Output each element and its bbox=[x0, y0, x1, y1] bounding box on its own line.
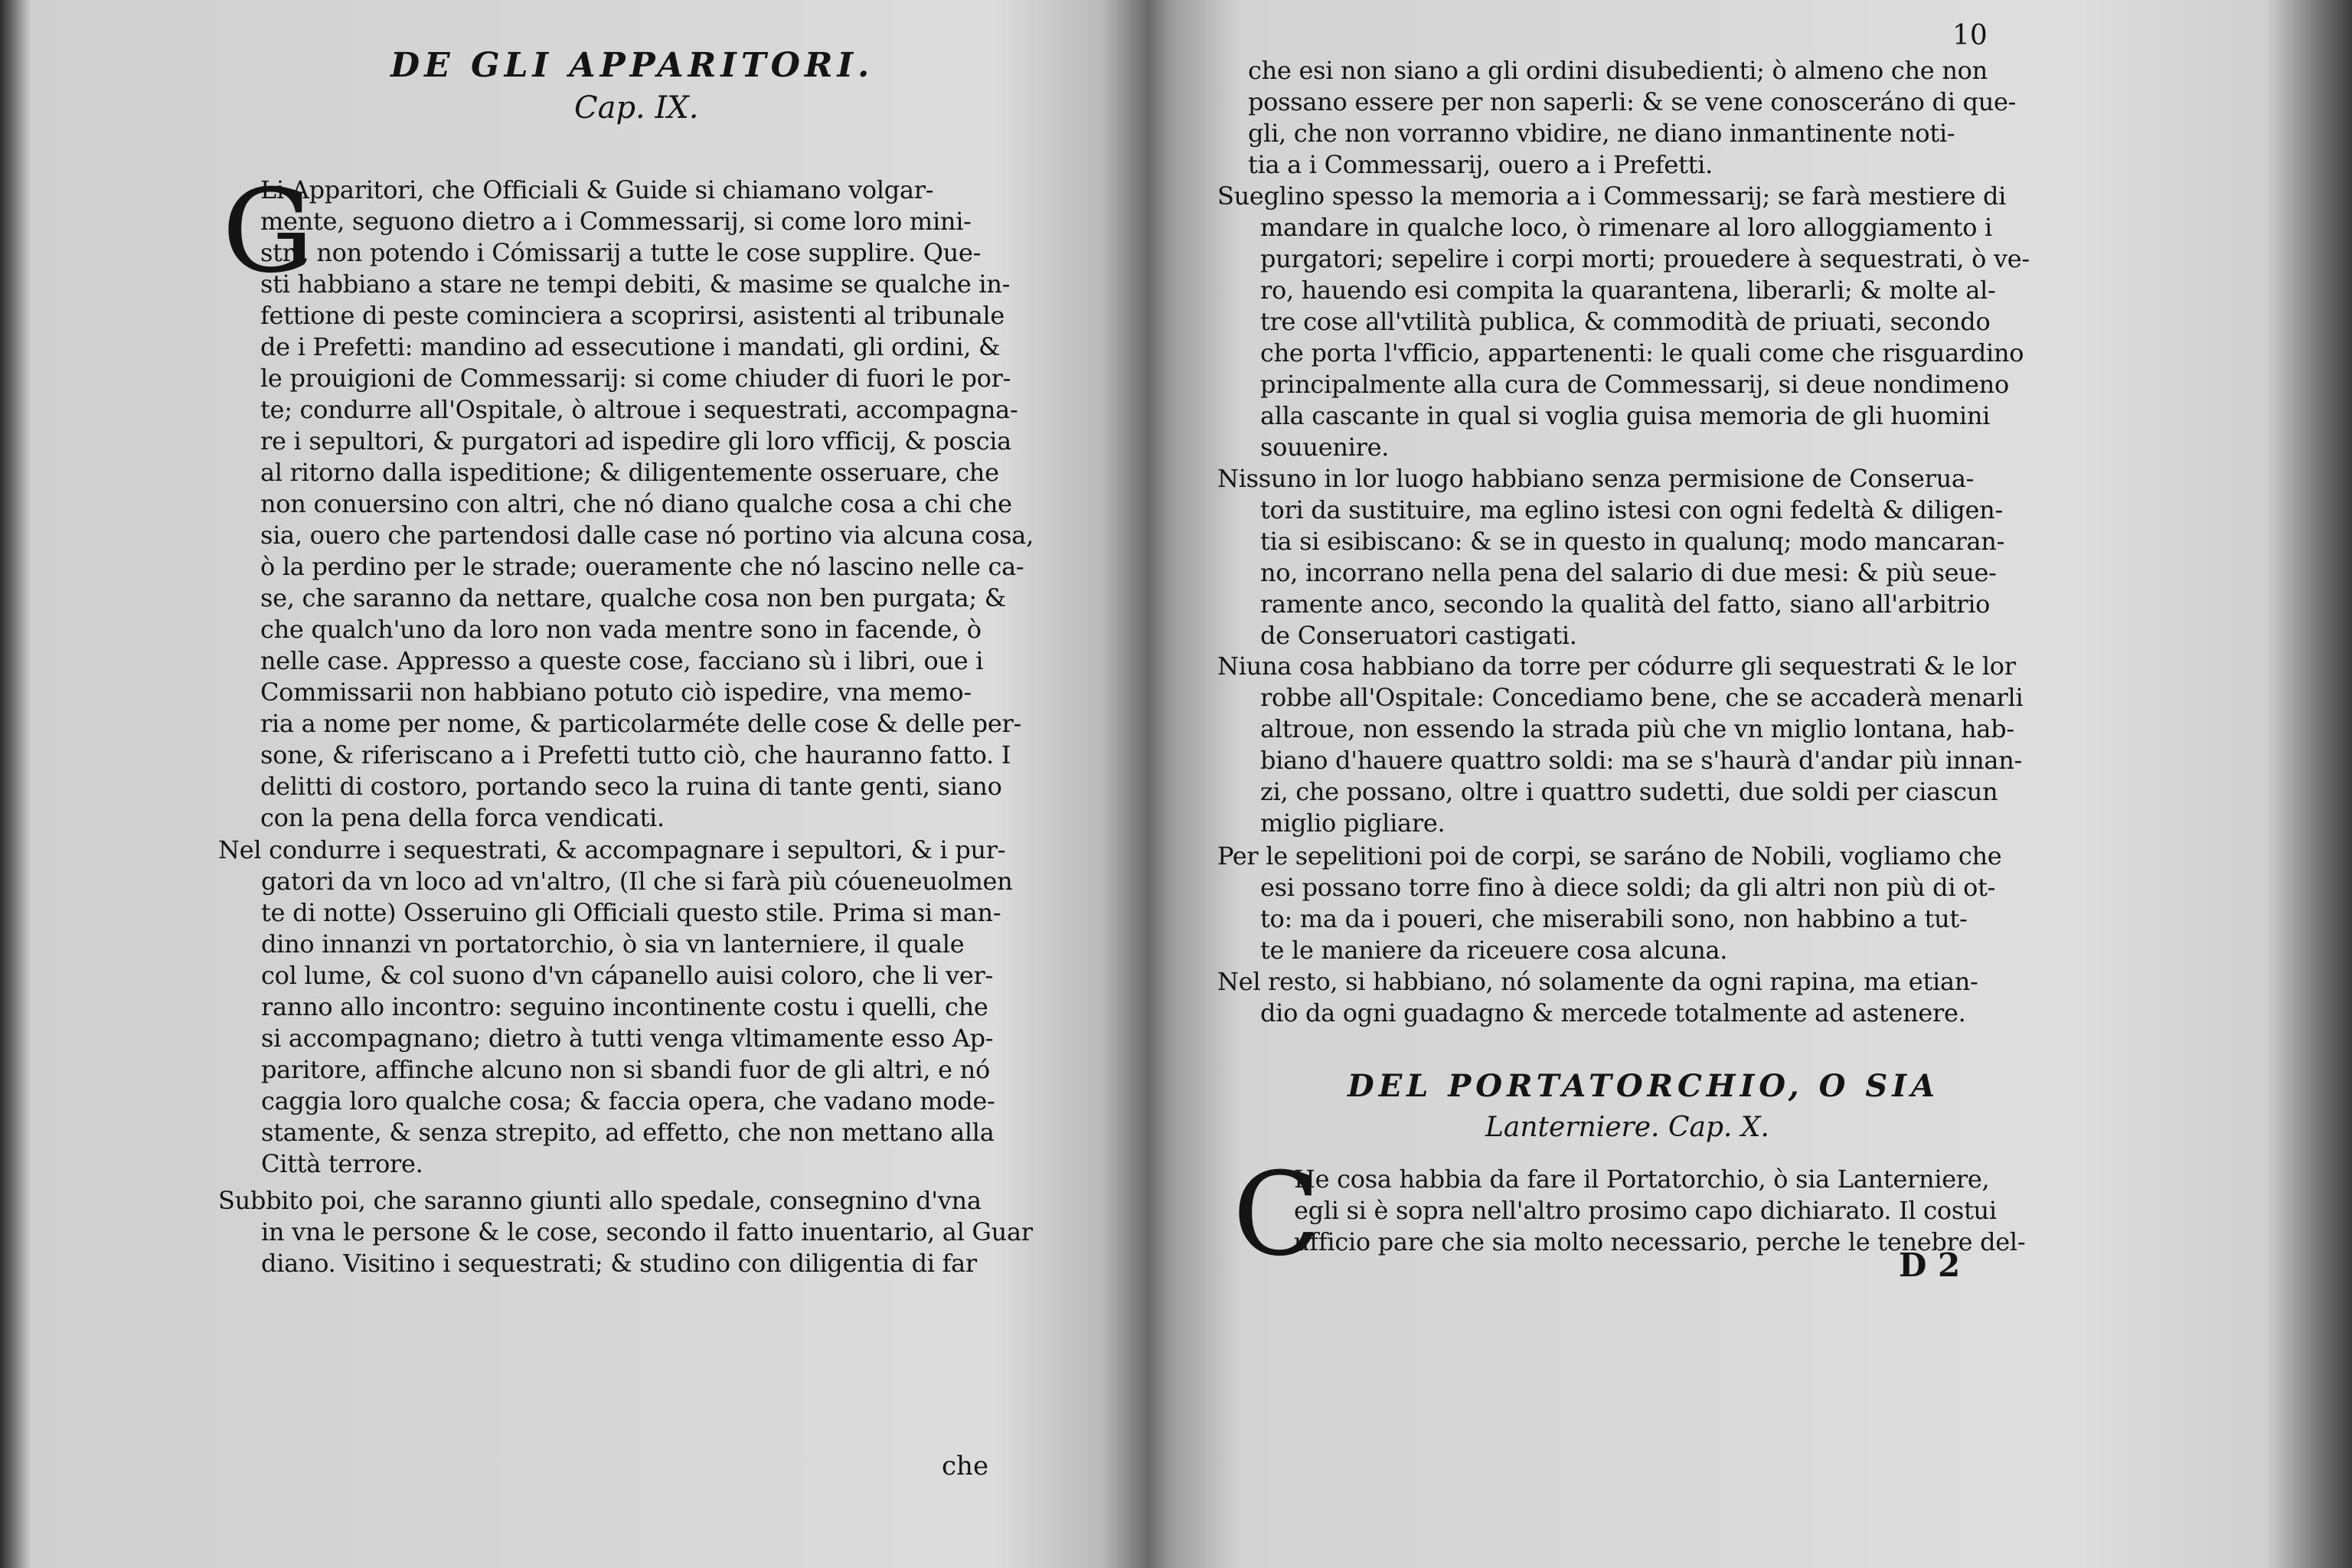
text-line: dino innanzi vn portatorchio, ò sia vn lanterniere, il quale bbox=[261, 929, 965, 959]
text-line: zi, che possano, oltre i quattro sudetti, due soldi per ciascun bbox=[1260, 777, 1998, 806]
chapter-heading: DE GLI APPARITORI. bbox=[390, 46, 874, 85]
paragraph-5 bbox=[1217, 841, 2001, 966]
text-line: dio da ogni guadagno & mercede totalmente ad astenere. bbox=[1260, 998, 1966, 1027]
text-line: He cosa habbia da fare il Portatorchio, ò sia Lanterniere, bbox=[1294, 1165, 1990, 1194]
chapter-heading: DEL PORTATORCHIO, O SIA bbox=[1348, 1068, 1940, 1104]
text-line: si accompagnano; dietro à tutti venga vltimamente esso Ap- bbox=[261, 1024, 994, 1053]
text-line: miglio pigliare. bbox=[1260, 808, 1446, 838]
text-line: col lume, & col suono d'vn cápanello auisi coloro, che li ver- bbox=[261, 961, 993, 990]
text-line: de i Prefetti: mandino ad essecutione i mandati, gli ordini, & bbox=[260, 332, 1001, 361]
chapter-subheading: Cap. IX. bbox=[574, 90, 699, 126]
text-line: altroue, non essendo la strada più che vn miglio lontana, hab- bbox=[1260, 714, 2014, 743]
text-line: purgatori; sepelire i corpi morti; prouedere à sequestrati, ò ve- bbox=[1260, 244, 2030, 273]
text-line: paritore, affinche alcuno non si sbandi fuor de gli altri, e nó bbox=[261, 1055, 990, 1084]
text-line: biano d'hauere quattro soldi: ma se s'haurà d'andar più innan- bbox=[1260, 746, 2023, 775]
text-line: ò la perdino per le strade; oueramente che nó lascino nelle ca- bbox=[260, 552, 1024, 581]
paragraph-lines bbox=[1248, 55, 2016, 181]
paragraph-4 bbox=[1217, 651, 2023, 839]
text-line: esi possano torre fino à diece soldi; da gli altri non più di ot- bbox=[1260, 873, 1996, 902]
text-line: non conuersino con altri, che nó diano qualche cosa a chi che bbox=[260, 489, 1012, 518]
text-line: in vna le persone & le cose, secondo il fatto inuentario, al Guar bbox=[261, 1217, 1033, 1246]
paragraph-lines bbox=[260, 175, 1034, 834]
text-line: diano. Visitino i sequestrati; & studino con diligentia di far bbox=[261, 1249, 977, 1278]
paragraph-7 bbox=[1294, 1164, 2025, 1258]
text-line: Li Apparitori, che Officiali & Guide si chiamano volgar- bbox=[260, 175, 934, 204]
text-line: Nel condurre i sequestrati, & accompagnare i sepultori, & i pur- bbox=[218, 835, 1006, 864]
text-line: tia si esibiscano: & se in questo in qualunq; modo mancaran- bbox=[1260, 527, 2005, 556]
text-line: re i sepultori, & purgatori ad ispedire gli loro vfficij, & poscia bbox=[260, 426, 1011, 456]
text-line: Commissarii non habbiano potuto ciò ispedire, vna memo- bbox=[260, 678, 972, 707]
text-line: Per le sepelitioni poi de corpi, se saráno de Nobili, vogliamo che bbox=[1217, 841, 2002, 871]
text-line: che qualch'uno da loro non vada mentre sono in facende, ò bbox=[260, 615, 982, 644]
paragraph-2 bbox=[1217, 181, 2030, 463]
paragraph-lines bbox=[1217, 463, 2004, 652]
paragraph-lines bbox=[1217, 841, 2001, 966]
text-line: egli si è sopra nell'altro prosimo capo dichiarato. Il costui bbox=[1294, 1196, 1997, 1225]
paragraph-3 bbox=[218, 1185, 1033, 1279]
text-line: Sueglino spesso la memoria a i Commessarij; se farà mestiere di bbox=[1217, 181, 2007, 211]
text-line: robbe all'Ospitale: Concediamo bene, che se accaderà menarli bbox=[1260, 683, 2024, 712]
text-line: sia, ouero che partendosi dalle case nó portino via alcuna cosa, bbox=[260, 521, 1034, 550]
signature-mark: D 2 bbox=[1899, 1246, 1961, 1284]
text-line: delitti di costoro, portando seco la ruina di tante genti, siano bbox=[260, 772, 1002, 801]
text-line: ranno allo incontro: seguino incontinente costu i quelli, che bbox=[261, 992, 988, 1021]
text-line: gatori da vn loco ad vn'altro, (Il che si farà più cóueneuolmen bbox=[261, 867, 1013, 896]
text-line: fettione di peste cominciera a scoprirsi, asistenti al tribunale bbox=[260, 301, 1005, 330]
text-line: caggia loro qualche cosa; & faccia opera, che vadano mode- bbox=[261, 1086, 995, 1116]
paragraph-2 bbox=[218, 835, 1013, 1180]
text-line: alla cascante in qual si voglia guisa memoria de gli huomini bbox=[1260, 401, 1991, 430]
paragraph-lines bbox=[218, 1185, 1033, 1279]
text-line: tori da sustituire, ma eglino istesi con ogni fedeltà & diligen- bbox=[1260, 495, 2003, 524]
text-line: de Conseruatori castigati. bbox=[1260, 621, 1577, 650]
text-line: ramente anco, secondo la qualità del fatto, siano all'arbitrio bbox=[1260, 590, 1991, 619]
page-number: 10 bbox=[1952, 20, 1988, 51]
catchword: che bbox=[942, 1451, 989, 1481]
text-line: sti habbiano a stare ne tempi debiti, & masime se qualche in- bbox=[260, 270, 1011, 299]
paragraph-lines bbox=[218, 835, 1013, 1180]
text-line: ro, hauendo esi compita la quarantena, liberarli; & molte al- bbox=[1260, 276, 1996, 305]
text-line: to: ma da i poueri, che miserabili sono, non habbino a tut- bbox=[1260, 904, 1968, 933]
chapter-subheading: Lanterniere. Cap. X. bbox=[1485, 1112, 1769, 1143]
drop-cap: G bbox=[222, 165, 314, 299]
left-page bbox=[115, 0, 1110, 1568]
text-line: al ritorno dalla ispeditione; & diligentemente osseruare, che bbox=[260, 458, 999, 487]
text-line: che porta l'vfficio, appartenenti: le quali come che risguardino bbox=[1260, 338, 2024, 368]
paragraph-6 bbox=[1217, 966, 1978, 1029]
paragraph-lines bbox=[1294, 1164, 2025, 1258]
paragraph-1 bbox=[1248, 55, 2016, 181]
paragraph-lines bbox=[1217, 181, 2030, 463]
text-line: Nel resto, si habbiano, nó solamente da ogni rapina, ma etian- bbox=[1217, 967, 1978, 996]
text-line: sone, & riferiscano a i Prefetti tutto ciò, che hauranno fatto. I bbox=[260, 740, 1011, 769]
text-line: te le maniere da riceuere cosa alcuna. bbox=[1260, 936, 1728, 965]
paragraph-1 bbox=[260, 175, 1034, 834]
text-line: tre cose all'vtilità publica, & commodità de priuati, secondo bbox=[1260, 307, 1991, 336]
text-line: Nissuno in lor luogo habbiano senza permisione de Conserua- bbox=[1217, 464, 1975, 493]
text-line: Città terrore. bbox=[261, 1149, 423, 1178]
right-page bbox=[1194, 0, 2174, 1568]
text-line: Subbito poi, che saranno giunti allo spedale, consegnino d'vna bbox=[218, 1186, 982, 1215]
text-line: te; condurre all'Ospitale, ò altroue i sequestrati, accompagna- bbox=[260, 395, 1018, 424]
text-line: te di notte) Osseruino gli Officiali questo stile. Prima si man- bbox=[261, 898, 1001, 927]
text-line: nelle case. Appresso a queste cose, facciano sù i libri, oue i bbox=[260, 646, 984, 675]
text-line: mente, seguono dietro a i Commessarij, si come loro mini- bbox=[260, 207, 972, 236]
text-line: ufficio pare che sia molto necessario, perche le tenebre del- bbox=[1294, 1227, 2026, 1256]
text-line: stamente, & senza strepito, ad effetto, che non mettano alla bbox=[261, 1118, 995, 1147]
drop-cap: C bbox=[1233, 1148, 1321, 1282]
text-line: che esi non siano a gli ordini disubedienti; ò almeno che non bbox=[1248, 56, 1988, 85]
text-line: no, incorrano nella pena del salario di due mesi: & più seue- bbox=[1260, 558, 1997, 587]
text-line: souuenire. bbox=[1260, 433, 1390, 462]
paragraph-lines bbox=[1217, 966, 1978, 1029]
text-line: possano essere per non saperli: & se vene conosceráno di que- bbox=[1248, 87, 2017, 116]
text-line: gli, che non vorranno vbidire, ne diano inmantinente noti- bbox=[1248, 119, 1955, 148]
paragraph-3 bbox=[1217, 463, 2004, 652]
text-line: ria a nome per nome, & particolarméte delle cose & delle per- bbox=[260, 709, 1022, 738]
text-line: mandare in qualche loco, ò rimenare al loro alloggiamento i bbox=[1260, 213, 1992, 242]
text-line: stri, non potendo i Cómissarij a tutte le cose supplire. Que- bbox=[260, 238, 982, 267]
text-line: principalmente alla cura de Commessarij, si deue nondimeno bbox=[1260, 370, 2009, 399]
text-line: se, che saranno da nettare, qualche cosa non ben purgata; & bbox=[260, 583, 1006, 612]
paragraph-lines bbox=[1217, 651, 2023, 839]
text-line: tia a i Commessarij, ouero a i Prefetti. bbox=[1248, 150, 1713, 179]
text-line: le prouigioni de Commessarij: si come chiuder di fuori le por- bbox=[260, 364, 1011, 393]
text-line: Niuna cosa habbiano da torre per códurre gli sequestrati & le lor bbox=[1217, 652, 2016, 681]
text-line: con la pena della forca vendicati. bbox=[260, 803, 665, 832]
